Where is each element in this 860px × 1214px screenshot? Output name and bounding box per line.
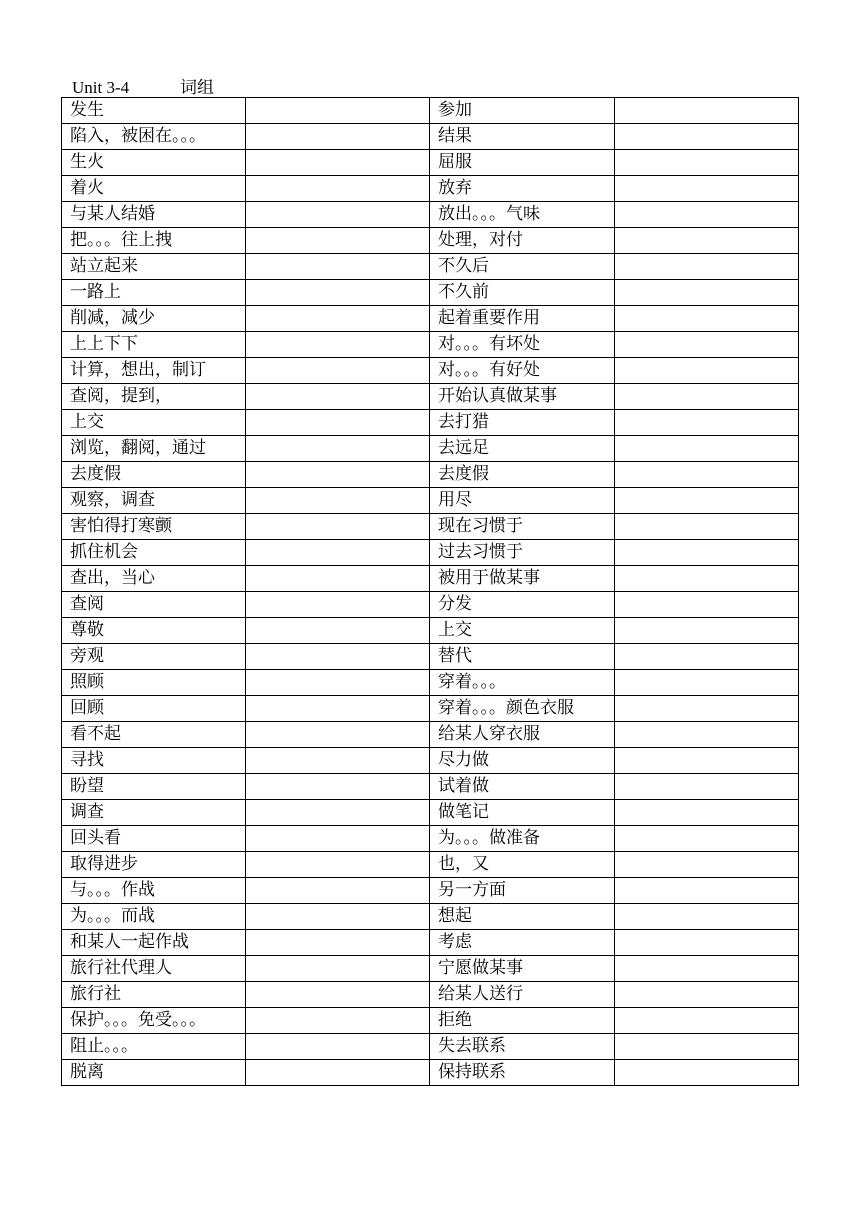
table-row bbox=[62, 358, 799, 384]
chinese-phrase-right: 过去习惯于 bbox=[430, 540, 615, 566]
chinese-phrase-right: 开始认真做某事 bbox=[430, 384, 615, 410]
answer-cell-left bbox=[246, 566, 430, 592]
chinese-phrase-left: 为。。。而战 bbox=[62, 904, 246, 930]
chinese-phrase-right: 处理，对付 bbox=[430, 228, 615, 254]
answer-cell-left bbox=[246, 826, 430, 852]
heading-title: 词组 bbox=[180, 78, 214, 97]
chinese-phrase-left: 害怕得打寒颤 bbox=[62, 514, 246, 540]
answer-cell-left bbox=[246, 774, 430, 800]
answer-cell-right bbox=[615, 800, 799, 826]
chinese-phrase-left: 站立起来 bbox=[62, 254, 246, 280]
answer-cell-right bbox=[615, 124, 799, 150]
answer-cell-left bbox=[246, 332, 430, 358]
chinese-phrase-left: 旅行社 bbox=[62, 982, 246, 1008]
chinese-phrase-right: 穿着。。。颜色衣服 bbox=[430, 696, 615, 722]
answer-cell-right bbox=[615, 956, 799, 982]
answer-cell-left bbox=[246, 904, 430, 930]
phrase-table-body bbox=[62, 98, 799, 1086]
answer-cell-right bbox=[615, 566, 799, 592]
answer-cell-left bbox=[246, 1008, 430, 1034]
chinese-phrase-right: 对。。。有坏处 bbox=[430, 332, 615, 358]
table-row bbox=[62, 696, 799, 722]
answer-cell-right bbox=[615, 982, 799, 1008]
table-row bbox=[62, 436, 799, 462]
chinese-phrase-right: 想起 bbox=[430, 904, 615, 930]
chinese-phrase-left: 旁观 bbox=[62, 644, 246, 670]
chinese-phrase-left: 与某人结婚 bbox=[62, 202, 246, 228]
table-row bbox=[62, 1060, 799, 1086]
chinese-phrase-right: 去远足 bbox=[430, 436, 615, 462]
answer-cell-left bbox=[246, 150, 430, 176]
answer-cell-left bbox=[246, 358, 430, 384]
page-heading bbox=[72, 73, 214, 98]
chinese-phrase-right: 为。。。做准备 bbox=[430, 826, 615, 852]
chinese-phrase-left: 阻止。。。 bbox=[62, 1034, 246, 1060]
table-row bbox=[62, 982, 799, 1008]
table-row bbox=[62, 774, 799, 800]
chinese-phrase-left: 观察，调查 bbox=[62, 488, 246, 514]
table-row bbox=[62, 488, 799, 514]
table-row bbox=[62, 930, 799, 956]
chinese-phrase-right: 放弃 bbox=[430, 176, 615, 202]
table-row bbox=[62, 98, 799, 124]
chinese-phrase-right: 失去联系 bbox=[430, 1034, 615, 1060]
answer-cell-right bbox=[615, 410, 799, 436]
answer-cell-right bbox=[615, 1008, 799, 1034]
answer-cell-right bbox=[615, 358, 799, 384]
chinese-phrase-right: 考虑 bbox=[430, 930, 615, 956]
chinese-phrase-right: 拒绝 bbox=[430, 1008, 615, 1034]
chinese-phrase-right: 给某人送行 bbox=[430, 982, 615, 1008]
answer-cell-left bbox=[246, 436, 430, 462]
answer-cell-right bbox=[615, 592, 799, 618]
table-row bbox=[62, 800, 799, 826]
answer-cell-left bbox=[246, 306, 430, 332]
table-row bbox=[62, 228, 799, 254]
answer-cell-right bbox=[615, 930, 799, 956]
answer-cell-right bbox=[615, 644, 799, 670]
table-row bbox=[62, 410, 799, 436]
chinese-phrase-left: 回顾 bbox=[62, 696, 246, 722]
chinese-phrase-left: 计算，想出，制订 bbox=[62, 358, 246, 384]
answer-cell-left bbox=[246, 98, 430, 124]
answer-cell-right bbox=[615, 1060, 799, 1086]
chinese-phrase-right: 起着重要作用 bbox=[430, 306, 615, 332]
answer-cell-right bbox=[615, 436, 799, 462]
table-row bbox=[62, 124, 799, 150]
chinese-phrase-left: 生火 bbox=[62, 150, 246, 176]
answer-cell-left bbox=[246, 280, 430, 306]
chinese-phrase-right: 做笔记 bbox=[430, 800, 615, 826]
answer-cell-left bbox=[246, 644, 430, 670]
chinese-phrase-left: 浏览，翻阅，通过 bbox=[62, 436, 246, 462]
table-row bbox=[62, 956, 799, 982]
answer-cell-right bbox=[615, 306, 799, 332]
answer-cell-left bbox=[246, 670, 430, 696]
table-row bbox=[62, 514, 799, 540]
chinese-phrase-right: 屈服 bbox=[430, 150, 615, 176]
table-row bbox=[62, 462, 799, 488]
chinese-phrase-left: 保护。。。免受。。。 bbox=[62, 1008, 246, 1034]
chinese-phrase-right: 不久后 bbox=[430, 254, 615, 280]
answer-cell-left bbox=[246, 956, 430, 982]
answer-cell-right bbox=[615, 254, 799, 280]
answer-cell-right bbox=[615, 618, 799, 644]
chinese-phrase-left: 着火 bbox=[62, 176, 246, 202]
chinese-phrase-right: 不久前 bbox=[430, 280, 615, 306]
chinese-phrase-right: 去打猎 bbox=[430, 410, 615, 436]
answer-cell-right bbox=[615, 228, 799, 254]
answer-cell-right bbox=[615, 280, 799, 306]
answer-cell-left bbox=[246, 592, 430, 618]
answer-cell-left bbox=[246, 124, 430, 150]
answer-cell-left bbox=[246, 878, 430, 904]
table-row bbox=[62, 904, 799, 930]
answer-cell-left bbox=[246, 618, 430, 644]
answer-cell-right bbox=[615, 696, 799, 722]
answer-cell-right bbox=[615, 774, 799, 800]
chinese-phrase-left: 和某人一起作战 bbox=[62, 930, 246, 956]
answer-cell-left bbox=[246, 852, 430, 878]
chinese-phrase-right: 替代 bbox=[430, 644, 615, 670]
table-row bbox=[62, 644, 799, 670]
chinese-phrase-right: 上交 bbox=[430, 618, 615, 644]
chinese-phrase-left: 看不起 bbox=[62, 722, 246, 748]
table-row bbox=[62, 826, 799, 852]
answer-cell-left bbox=[246, 696, 430, 722]
answer-cell-left bbox=[246, 176, 430, 202]
chinese-phrase-left: 旅行社代理人 bbox=[62, 956, 246, 982]
answer-cell-left bbox=[246, 410, 430, 436]
answer-cell-left bbox=[246, 384, 430, 410]
answer-cell-left bbox=[246, 1034, 430, 1060]
answer-cell-left bbox=[246, 540, 430, 566]
chinese-phrase-left: 与。。。作战 bbox=[62, 878, 246, 904]
chinese-phrase-right: 被用于做某事 bbox=[430, 566, 615, 592]
chinese-phrase-left: 尊敬 bbox=[62, 618, 246, 644]
chinese-phrase-right: 分发 bbox=[430, 592, 615, 618]
table-row bbox=[62, 306, 799, 332]
chinese-phrase-right: 穿着。。。 bbox=[430, 670, 615, 696]
table-row bbox=[62, 618, 799, 644]
answer-cell-left bbox=[246, 1060, 430, 1086]
chinese-phrase-left: 把。。。往上拽 bbox=[62, 228, 246, 254]
answer-cell-right bbox=[615, 98, 799, 124]
chinese-phrase-left: 查阅，提到， bbox=[62, 384, 246, 410]
answer-cell-left bbox=[246, 800, 430, 826]
chinese-phrase-left: 陷入，被困在。。。 bbox=[62, 124, 246, 150]
chinese-phrase-left: 照顾 bbox=[62, 670, 246, 696]
chinese-phrase-right: 现在习惯于 bbox=[430, 514, 615, 540]
answer-cell-left bbox=[246, 722, 430, 748]
chinese-phrase-right: 给某人穿衣服 bbox=[430, 722, 615, 748]
chinese-phrase-left: 抓住机会 bbox=[62, 540, 246, 566]
table-row bbox=[62, 1034, 799, 1060]
answer-cell-right bbox=[615, 514, 799, 540]
chinese-phrase-left: 取得进步 bbox=[62, 852, 246, 878]
answer-cell-left bbox=[246, 462, 430, 488]
phrase-table bbox=[61, 97, 799, 1086]
answer-cell-left bbox=[246, 488, 430, 514]
table-row bbox=[62, 280, 799, 306]
unit-label: Unit 3-4 bbox=[72, 78, 130, 97]
answer-cell-right bbox=[615, 670, 799, 696]
chinese-phrase-left: 盼望 bbox=[62, 774, 246, 800]
table-row bbox=[62, 202, 799, 228]
chinese-phrase-right: 保持联系 bbox=[430, 1060, 615, 1086]
answer-cell-left bbox=[246, 514, 430, 540]
chinese-phrase-left: 寻找 bbox=[62, 748, 246, 774]
answer-cell-left bbox=[246, 254, 430, 280]
answer-cell-right bbox=[615, 176, 799, 202]
answer-cell-right bbox=[615, 826, 799, 852]
answer-cell-right bbox=[615, 384, 799, 410]
table-row bbox=[62, 540, 799, 566]
answer-cell-left bbox=[246, 202, 430, 228]
chinese-phrase-right: 另一方面 bbox=[430, 878, 615, 904]
chinese-phrase-left: 回头看 bbox=[62, 826, 246, 852]
table-row bbox=[62, 1008, 799, 1034]
chinese-phrase-right: 尽力做 bbox=[430, 748, 615, 774]
table-row bbox=[62, 384, 799, 410]
table-row bbox=[62, 878, 799, 904]
answer-cell-left bbox=[246, 748, 430, 774]
answer-cell-right bbox=[615, 852, 799, 878]
answer-cell-left bbox=[246, 930, 430, 956]
chinese-phrase-right: 对。。。有好处 bbox=[430, 358, 615, 384]
chinese-phrase-right: 也，又 bbox=[430, 852, 615, 878]
table-row bbox=[62, 592, 799, 618]
chinese-phrase-left: 去度假 bbox=[62, 462, 246, 488]
chinese-phrase-right: 去度假 bbox=[430, 462, 615, 488]
chinese-phrase-right: 宁愿做某事 bbox=[430, 956, 615, 982]
table-row bbox=[62, 566, 799, 592]
answer-cell-right bbox=[615, 462, 799, 488]
answer-cell-right bbox=[615, 1034, 799, 1060]
table-row bbox=[62, 852, 799, 878]
chinese-phrase-left: 查出，当心 bbox=[62, 566, 246, 592]
answer-cell-right bbox=[615, 904, 799, 930]
chinese-phrase-right: 用尽 bbox=[430, 488, 615, 514]
table-row bbox=[62, 150, 799, 176]
table-row bbox=[62, 670, 799, 696]
table-row bbox=[62, 722, 799, 748]
answer-cell-right bbox=[615, 748, 799, 774]
chinese-phrase-left: 一路上 bbox=[62, 280, 246, 306]
answer-cell-right bbox=[615, 722, 799, 748]
table-row bbox=[62, 176, 799, 202]
chinese-phrase-left: 发生 bbox=[62, 98, 246, 124]
table-row bbox=[62, 254, 799, 280]
answer-cell-right bbox=[615, 150, 799, 176]
answer-cell-right bbox=[615, 878, 799, 904]
table-row bbox=[62, 332, 799, 358]
chinese-phrase-right: 放出。。。气味 bbox=[430, 202, 615, 228]
answer-cell-left bbox=[246, 982, 430, 1008]
chinese-phrase-left: 上交 bbox=[62, 410, 246, 436]
chinese-phrase-right: 试着做 bbox=[430, 774, 615, 800]
answer-cell-right bbox=[615, 332, 799, 358]
chinese-phrase-right: 结果 bbox=[430, 124, 615, 150]
chinese-phrase-left: 查阅 bbox=[62, 592, 246, 618]
answer-cell-right bbox=[615, 488, 799, 514]
answer-cell-right bbox=[615, 202, 799, 228]
chinese-phrase-left: 上上下下 bbox=[62, 332, 246, 358]
chinese-phrase-right: 参加 bbox=[430, 98, 615, 124]
chinese-phrase-left: 调查 bbox=[62, 800, 246, 826]
chinese-phrase-left: 脱离 bbox=[62, 1060, 246, 1086]
chinese-phrase-left: 削减，减少 bbox=[62, 306, 246, 332]
answer-cell-right bbox=[615, 540, 799, 566]
table-row bbox=[62, 748, 799, 774]
answer-cell-left bbox=[246, 228, 430, 254]
